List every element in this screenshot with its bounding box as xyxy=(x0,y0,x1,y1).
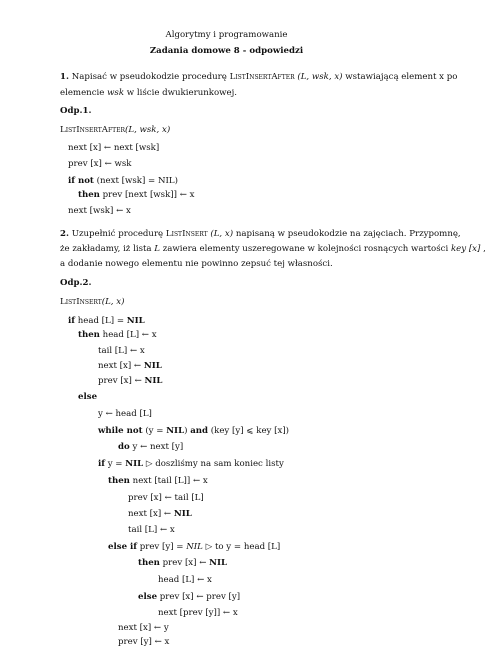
header-title: Zadania domowe 8 - odpowiedzi xyxy=(149,46,304,56)
code-line: y ← head [L] xyxy=(98,409,152,419)
task-1-line-2: elemencie wsk w liście dwukierunkowej. xyxy=(60,88,237,98)
code-line: if head [L] = NIL xyxy=(68,316,145,326)
code-line: then prev [x] ← NIL xyxy=(138,558,228,568)
code-line: else xyxy=(78,392,98,402)
code-line: next [x] ← NIL xyxy=(128,509,192,519)
code-line: if y = NIL ▷ doszliśmy na sam koniec listy xyxy=(98,459,284,469)
code-line: while not (y = NIL) and (key [y] ⩽ key [x]) xyxy=(98,426,290,436)
answer-2-heading: Odp.2. xyxy=(60,278,92,288)
code-line: if not (next [wsk] = NIL) xyxy=(68,176,178,186)
code-line: else prev [x] ← prev [y] xyxy=(138,592,241,602)
code-line: next [x] ← NIL xyxy=(98,361,162,371)
task-2-line-1: 2. Uzupełnić procedurę ListInsert (L, x) napisaną w pseudokodzie na zajęciach. Przypomnę, xyxy=(60,229,461,239)
code-line: tail [L] ← x xyxy=(98,346,145,356)
code-line: then head [L] ← x xyxy=(78,330,157,340)
answer-1-signature: ListInsertAfter(L, wsk, x) xyxy=(60,125,171,135)
code-line: then prev [next [wsk]] ← x xyxy=(78,190,195,200)
code-line: next [x] ← y xyxy=(118,623,169,633)
code-line: next [x] ← next [wsk] xyxy=(68,143,160,153)
code-line: head [L] ← x xyxy=(158,575,212,585)
code-line: then next [tail [L]] ← x xyxy=(108,476,208,486)
code-line: else if prev [y] = NIL ▷ to y = head [L] xyxy=(108,542,281,552)
code-line: tail [L] ← x xyxy=(128,525,175,535)
code-line: next [prev [y]] ← x xyxy=(158,608,238,618)
task-1-line-1: 1. Napisać w pseudokodzie procedurę ListInsertAfter (L, wsk, x) wstawiającą element x po xyxy=(60,72,458,82)
code-line: prev [x] ← wsk xyxy=(68,159,132,169)
task-2-line-3: a dodanie nowego elementu nie powinno zepsuć tej własności. xyxy=(60,259,333,269)
code-line: do y ← next [y] xyxy=(118,442,184,452)
answer-2-signature: ListInsert(L, x) xyxy=(60,297,125,307)
header-course: Algorytmy i programowanie xyxy=(165,30,288,40)
code-line: prev [y] ← x xyxy=(118,637,170,647)
code-line: next [wsk] ← x xyxy=(68,206,131,216)
code-line: prev [x] ← NIL xyxy=(98,376,163,386)
task-2-line-2: że zakładamy, iż lista L zawiera elementy uszeregowane w kolejności rosnących wartości key [x] , xyxy=(60,244,486,254)
code-line: prev [x] ← tail [L] xyxy=(128,493,204,503)
answer-1-heading: Odp.1. xyxy=(60,106,92,116)
